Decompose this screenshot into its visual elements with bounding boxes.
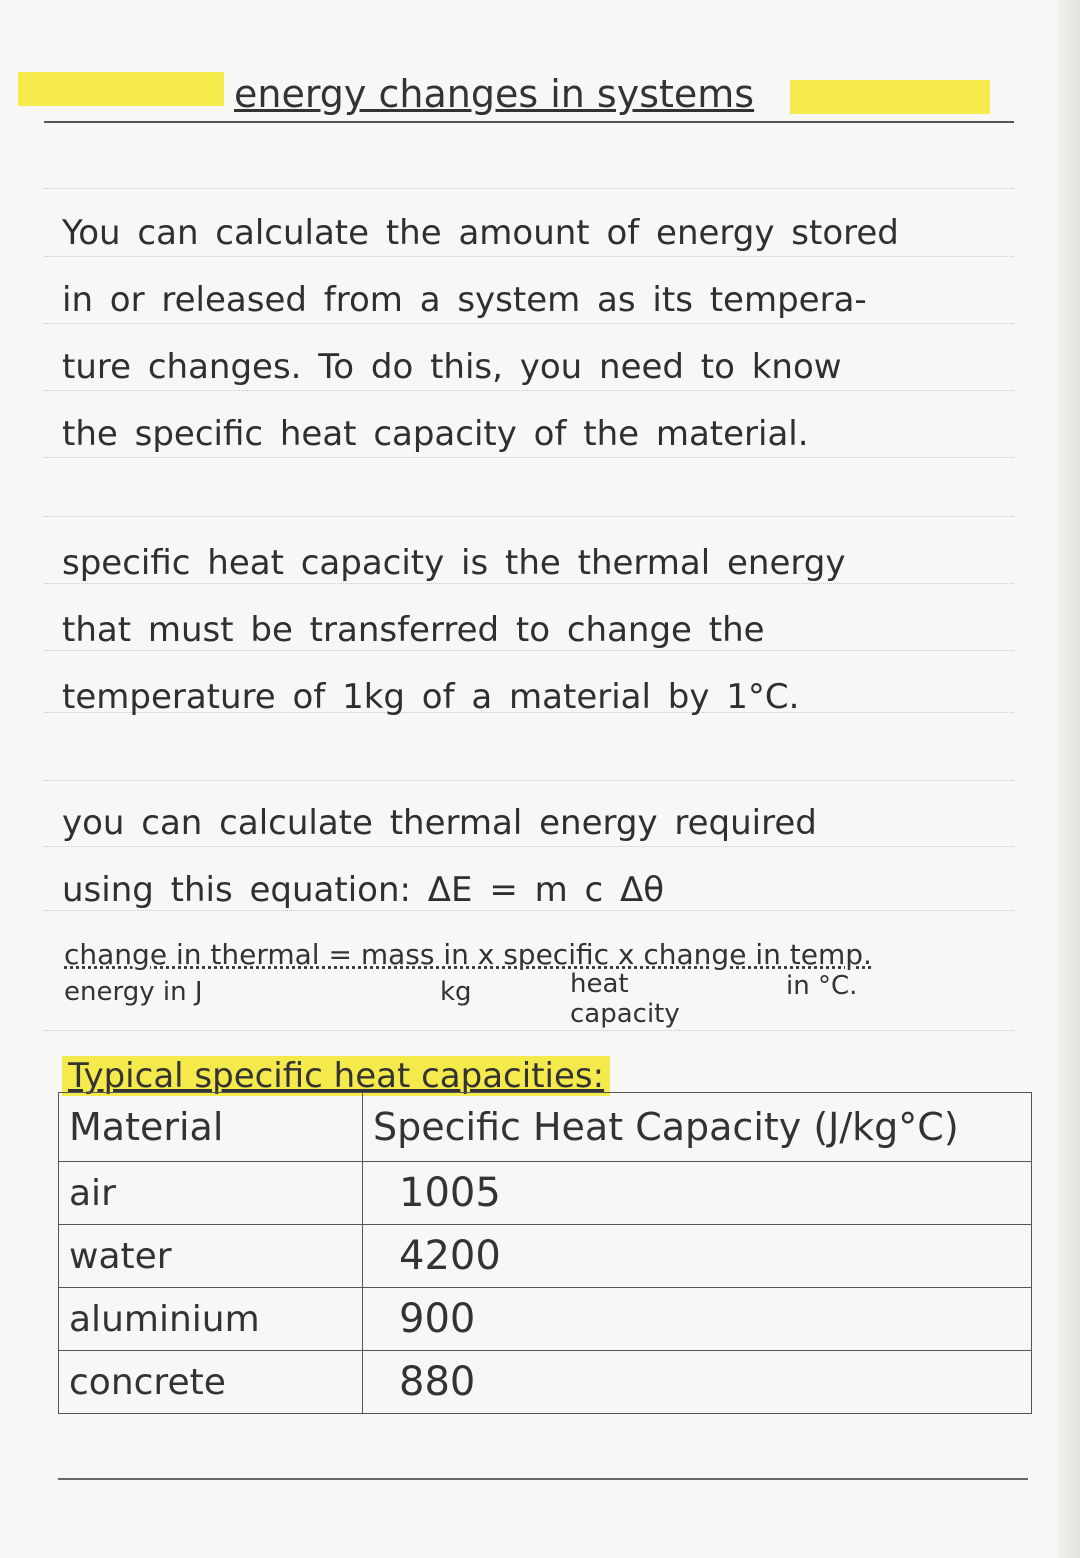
paragraph-line: ture changes. To do this, you need to know [62, 347, 842, 387]
paragraph-line: You can calculate the amount of energy stored [62, 213, 899, 253]
bottom-rule [58, 1478, 1028, 1480]
paragraph-line: the specific heat capacity of the material. [62, 414, 809, 454]
table-header-row [59, 1093, 1032, 1162]
notebook-rule [44, 516, 1014, 517]
table-row [59, 1225, 1032, 1288]
header-shc: Specific Heat Capacity (J/kg°C) [363, 1093, 1032, 1162]
specific-heat-table [58, 1092, 1032, 1414]
paragraph-line: that must be transferred to change the [62, 610, 765, 650]
material-cell: air [59, 1162, 363, 1225]
title-highlight-left [18, 72, 224, 106]
word-equation: change in thermal = mass in x specific x change in temp. [64, 938, 872, 971]
paragraph-equation [62, 790, 1012, 924]
table-row [59, 1351, 1032, 1414]
shc-unit-label-2: capacity [570, 999, 680, 1029]
table-title: Typical specific heat capacities: [62, 1056, 610, 1096]
page-edge [1058, 0, 1080, 1558]
notebook-rule [44, 188, 1014, 189]
value-cell: 900 [363, 1288, 1032, 1351]
paragraph-line: you can calculate thermal energy required [62, 803, 817, 843]
value-cell: 4200 [363, 1225, 1032, 1288]
title-underline [44, 121, 1014, 123]
value-cell: 1005 [363, 1162, 1032, 1225]
paragraph-line: using this equation: ΔE = m c Δθ [62, 870, 665, 910]
mass-unit-label: kg [440, 977, 472, 1007]
paragraph-definition [62, 530, 1012, 731]
table-row [59, 1288, 1032, 1351]
shc-unit-label-1: heat [570, 969, 629, 999]
table-row [59, 1162, 1032, 1225]
material-cell: aluminium [59, 1288, 363, 1351]
paragraph-intro [62, 200, 1012, 468]
page-title: energy changes in systems [234, 72, 755, 116]
paragraph-line: in or released from a system as its tempera- [62, 280, 867, 320]
paragraph-line: temperature of 1kg of a material by 1°C. [62, 677, 800, 717]
paragraph-line: specific heat capacity is the thermal energy [62, 543, 846, 583]
header-material: Material [59, 1093, 363, 1162]
energy-unit-label: energy in J [64, 977, 203, 1007]
notebook-rule [44, 1030, 1014, 1031]
title-highlight-right [790, 80, 990, 114]
value-cell: 880 [363, 1351, 1032, 1414]
material-cell: concrete [59, 1351, 363, 1414]
material-cell: water [59, 1225, 363, 1288]
temp-unit-label: in °C. [786, 971, 858, 1001]
notebook-rule [44, 780, 1014, 781]
